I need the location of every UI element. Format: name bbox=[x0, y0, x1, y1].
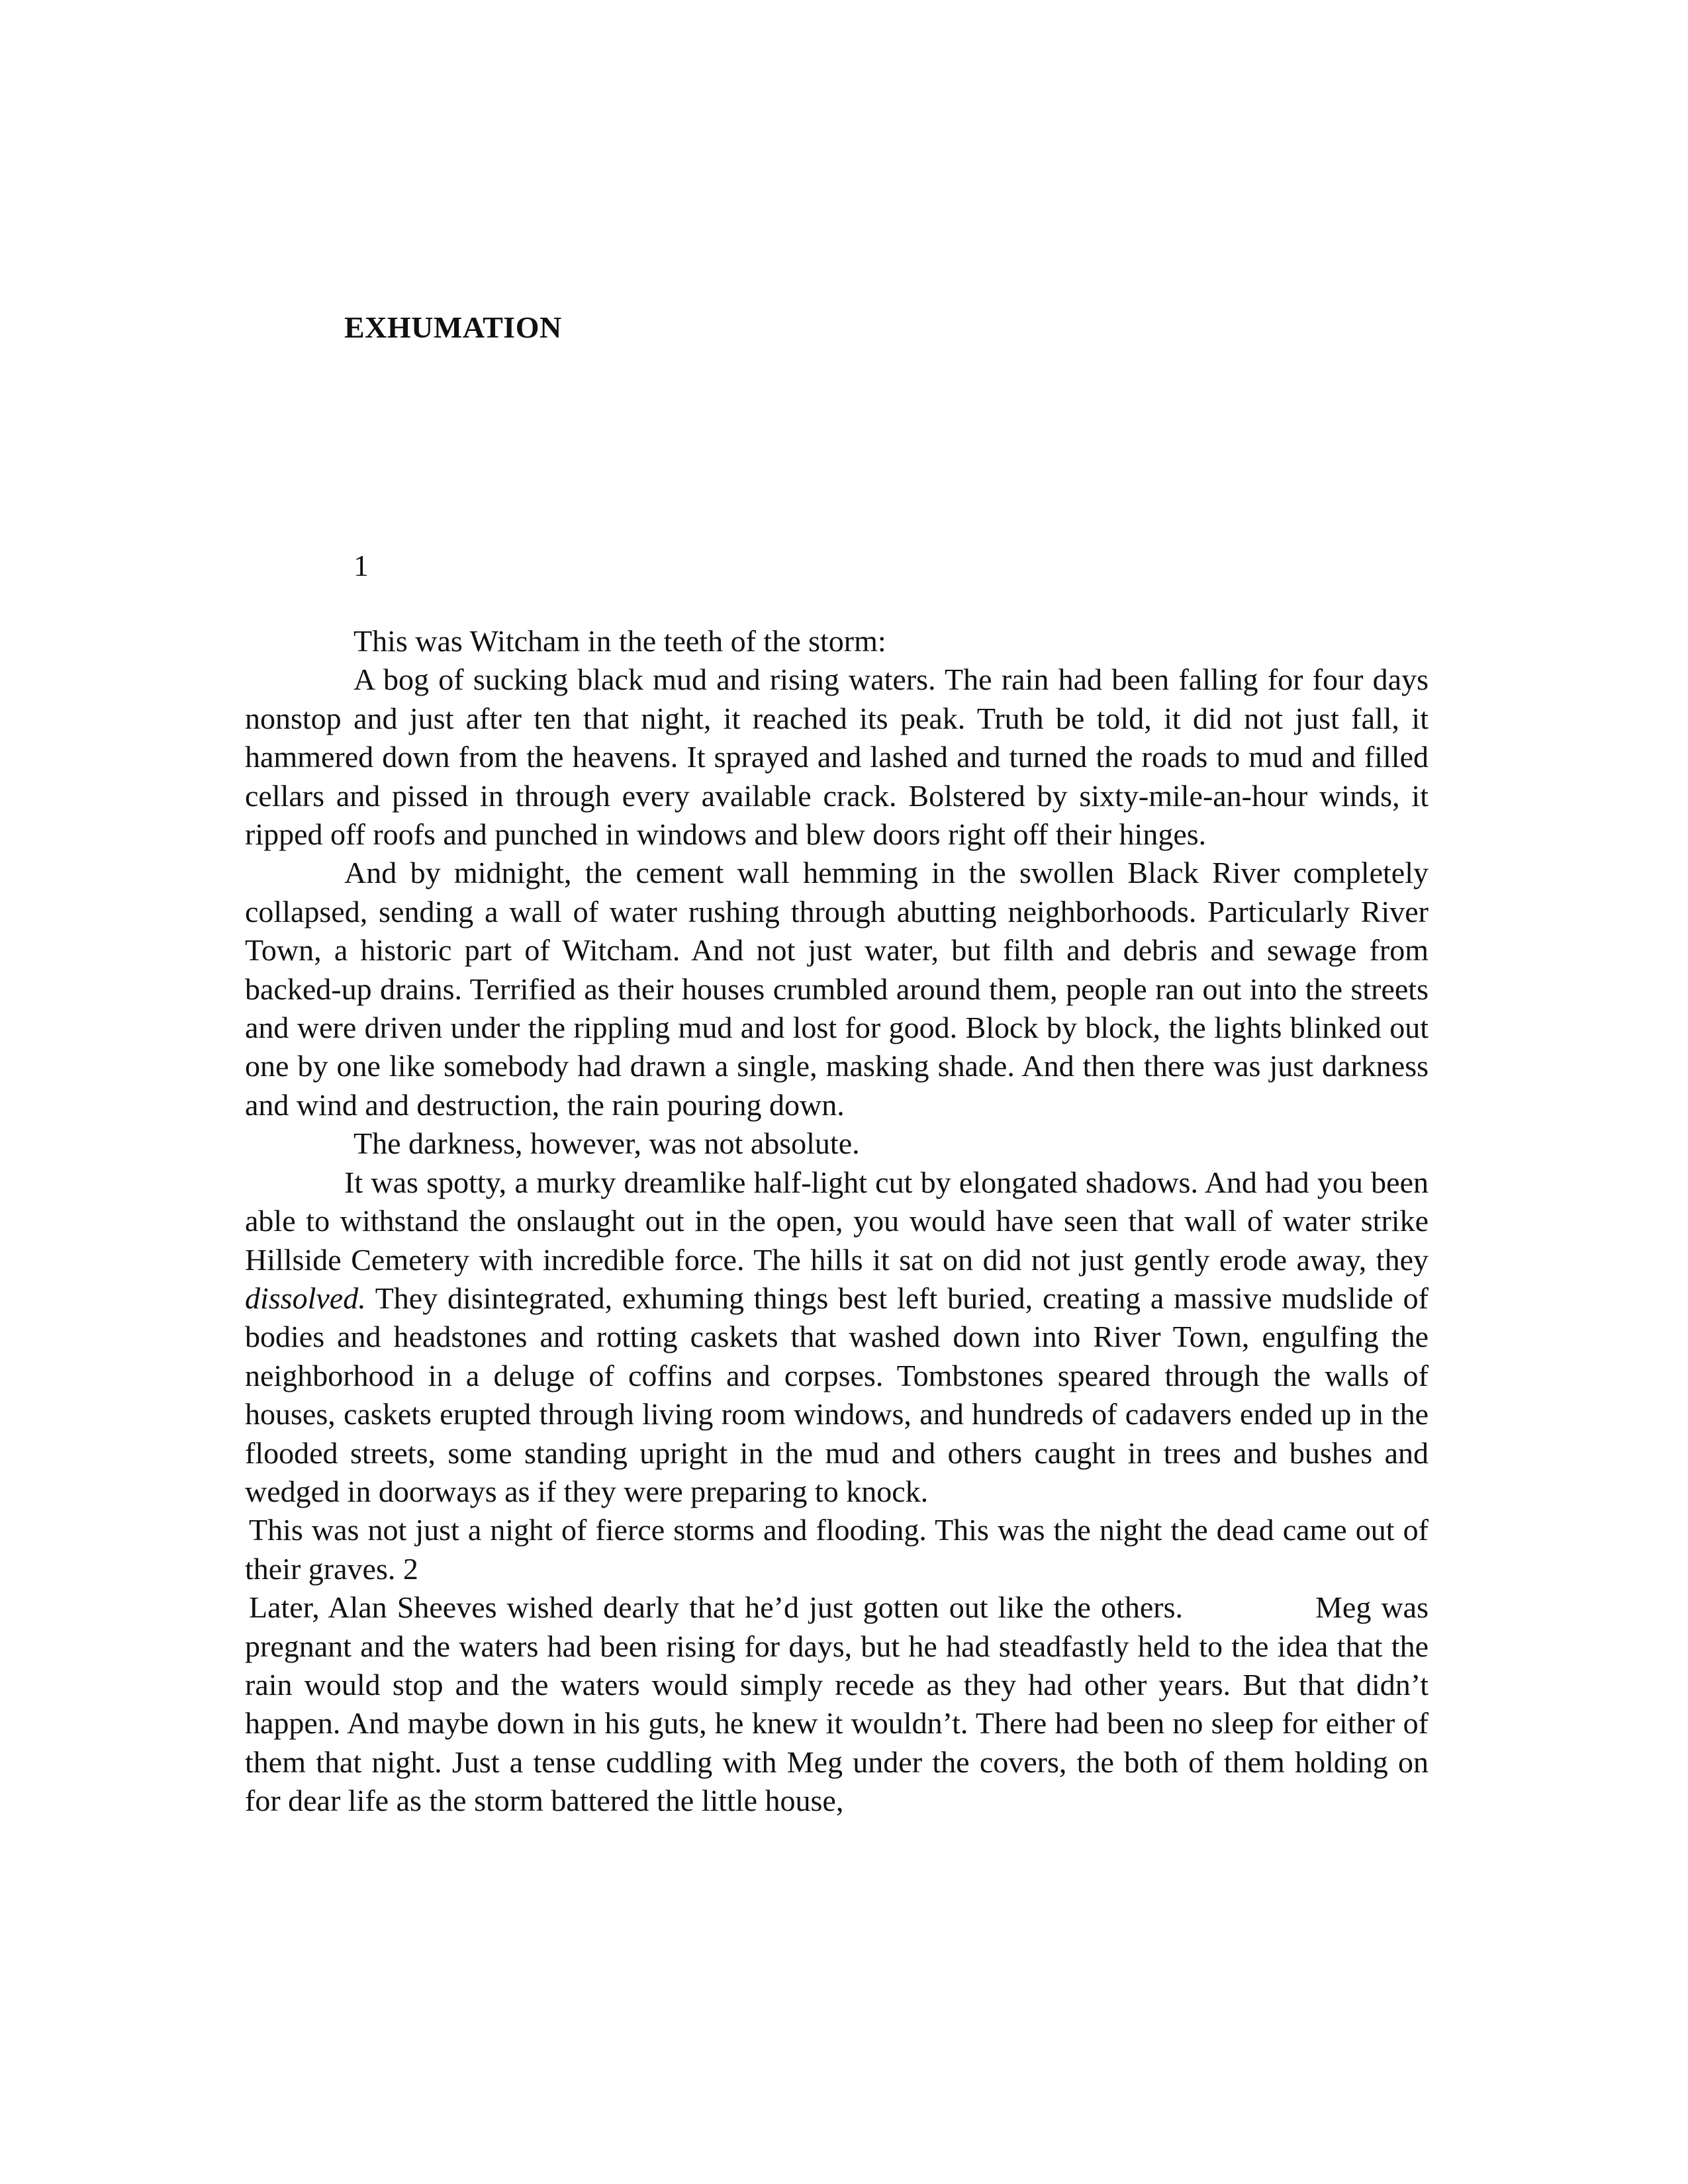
paragraph-text: Later, Alan Sheeves wished dearly that he’d just gotten out like the others. bbox=[249, 1590, 1184, 1625]
paragraph-text: They disintegrated, exhuming things best left buried, creating a massive mudslide of bodies and headstones and rotting caskets that washed down into River Town, engulfing the neighborhood in a deluge of coffins and corpses. Tombstones speared through the walls of houses, caskets erupted through living room windows, and hundreds of cadavers ended up in the flooded streets, some standing upright in the mud and others caught in trees and bushes and wedged in doorways as if they were preparing to knock. bbox=[245, 1281, 1429, 1508]
paragraph bbox=[245, 1588, 1429, 1820]
body-text bbox=[245, 622, 1429, 1821]
paragraph-text: This was not just a night of fierce storms and flooding. This was the night the dead came out of their graves. bbox=[245, 1513, 1429, 1586]
chapter-number-inline: 2 bbox=[402, 1551, 418, 1586]
paragraph: This was Witcham in the teeth of the storm: bbox=[353, 624, 886, 658]
emphasized-word: dissolved. bbox=[245, 1281, 366, 1315]
paragraph: And by midnight, the cement wall hemming in the swollen Black River completely collapsed, sending a wall of water rushing through abutting neighborhoods. Particularly River Town, a historic part of Witcham. And not just water, but filth and debris and sewage from backed-up drains. Terrified as their houses crumbled around them, people ran out into the streets and were driven under the rippling mud and lost for good. Block by block, the lights blinked out one by one like somebody had drawn a single, masking shade. And then there was just darkness and wind and destruction, the rain pouring down. bbox=[245, 856, 1429, 1122]
paragraph: The darkness, however, was not absolute. bbox=[353, 1126, 860, 1161]
paragraph-text: Meg was pregnant and the waters had been rising for days, but he had steadfastly held to the idea that the rain would stop and the waters would simply recede as they had other years. But that didn’t happen. And maybe down in his guts, he knew it wouldn’t. There had been no sleep for either of them that night. Just a tense cuddling with Meg under the covers, the both of them holding on for dear life as the storm battered the little house, bbox=[245, 1590, 1429, 1818]
paragraph bbox=[245, 1511, 1429, 1588]
story-title: EXHUMATION bbox=[344, 310, 562, 344]
paragraph bbox=[245, 1163, 1429, 1512]
paragraph: A bog of sucking black mud and rising waters. The rain had been falling for four days nonstop and just after ten that night, it reached its peak. Truth be told, it did not just fall, it hammered down from the heavens. It sprayed and lashed and turned the roads to mud and filled cellars and pissed in through every available crack. Bolstered by sixty-mile-an-hour winds, it ripped off roofs and punched in windows and blew doors right off their hinges. bbox=[245, 662, 1429, 852]
chapter-number: 1 bbox=[353, 549, 369, 582]
paragraph-text: It was spotty, a murky dreamlike half-light cut by elongated shadows. And had you been able to withstand the onslaught out in the open, you would have seen that wall of water strike Hillside Cemetery with incredible force. The hills it sat on did not just gently erode away, they bbox=[245, 1165, 1429, 1277]
